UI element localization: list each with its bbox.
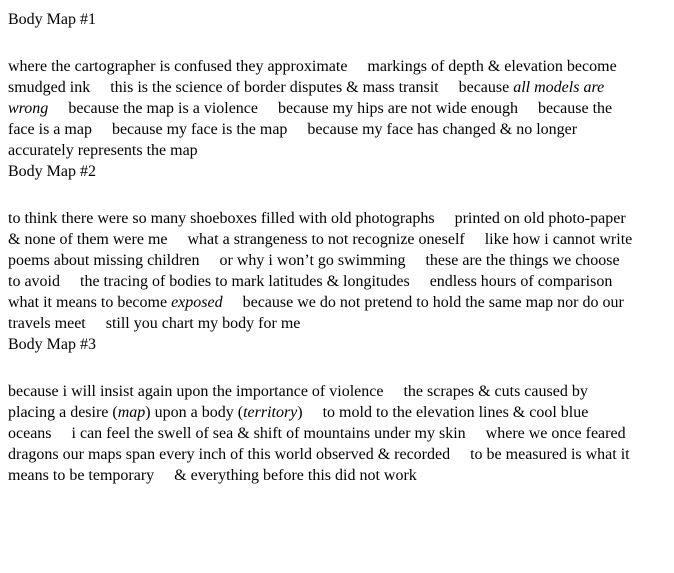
poem-line: [8, 250, 666, 271]
poem-text: to avoid the tracing of bodies to mark latitudes & longitudes endless hours of comparison: [8, 273, 613, 290]
poem-text: ) to mold to the elevation lines & cool blue: [297, 404, 589, 421]
poem-text: what it means to become: [8, 294, 172, 311]
poem-text: travels meet still you chart my body for me: [8, 315, 301, 332]
poem-text: because the map is a violence because my hips are not wide enough because the: [48, 100, 613, 117]
poem-text: smudged ink this is the science of border disputes & mass transit because: [8, 79, 514, 96]
poem-text-italic: map: [117, 404, 146, 421]
poem-line: [8, 444, 666, 465]
poem-text: dragons our maps span every inch of this world observed & recorded to be measured is what it: [8, 446, 630, 463]
poem-line: [8, 292, 666, 313]
poem-text: placing a desire (: [8, 404, 118, 421]
poem-line: [8, 208, 666, 229]
poem-stanza-2: [8, 208, 666, 334]
poem-text: ) upon a body (: [145, 404, 244, 421]
poem-text-italic: territory: [243, 404, 298, 421]
poem-line: [8, 140, 666, 161]
poem-line: [8, 381, 666, 402]
poem-line: [8, 119, 666, 140]
poem-text: because we do not pretend to hold the same map nor do our: [222, 294, 624, 311]
poem-line: [8, 402, 666, 423]
poem-section-1: [8, 9, 666, 161]
poem-line: [8, 271, 666, 292]
poem-line: [8, 313, 666, 334]
poem-line: [8, 56, 666, 77]
poem-line: [8, 229, 666, 250]
poem-text-italic: wrong: [8, 100, 49, 117]
poem-section-2: [8, 161, 666, 334]
poem-text: to think there were so many shoeboxes filled with old photographs printed on old photo-paper: [8, 210, 626, 227]
poem-line: [8, 98, 666, 119]
poem-section-3: [8, 334, 666, 486]
poem-text: because i will insist again upon the importance of violence the scrapes & cuts caused by: [8, 383, 588, 400]
poem-line: [8, 77, 666, 98]
poem-text: where the cartographer is confused they approximate markings of depth & elevation become: [8, 58, 617, 75]
poem-line: [8, 465, 666, 486]
poem-text: oceans i can feel the swell of sea & shift of mountains under my skin where we once feared: [8, 425, 626, 442]
poem-line: [8, 423, 666, 444]
poem-text: means to be temporary & everything before this did not work: [8, 467, 417, 484]
poem-text-italic: exposed: [171, 294, 223, 311]
poem-text: & none of them were me what a strangeness to not recognize oneself like how i cannot write: [8, 231, 633, 248]
poem-text: accurately represents the map: [8, 142, 198, 159]
poem-title-body-map-3: Body Map #3: [8, 336, 96, 353]
poem-title-body-map-1: Body Map #1: [8, 11, 96, 28]
poem-stanza-1: [8, 56, 666, 161]
poem-text: poems about missing children or why i won’t go swimming these are the things we choose: [8, 252, 620, 269]
poem-text: face is a map because my face is the map because my face has changed & no longer: [8, 121, 578, 138]
poem-stanza-3: [8, 381, 666, 486]
poem-text-italic: all models are: [513, 79, 605, 96]
poem-title-body-map-2: Body Map #2: [8, 163, 96, 180]
